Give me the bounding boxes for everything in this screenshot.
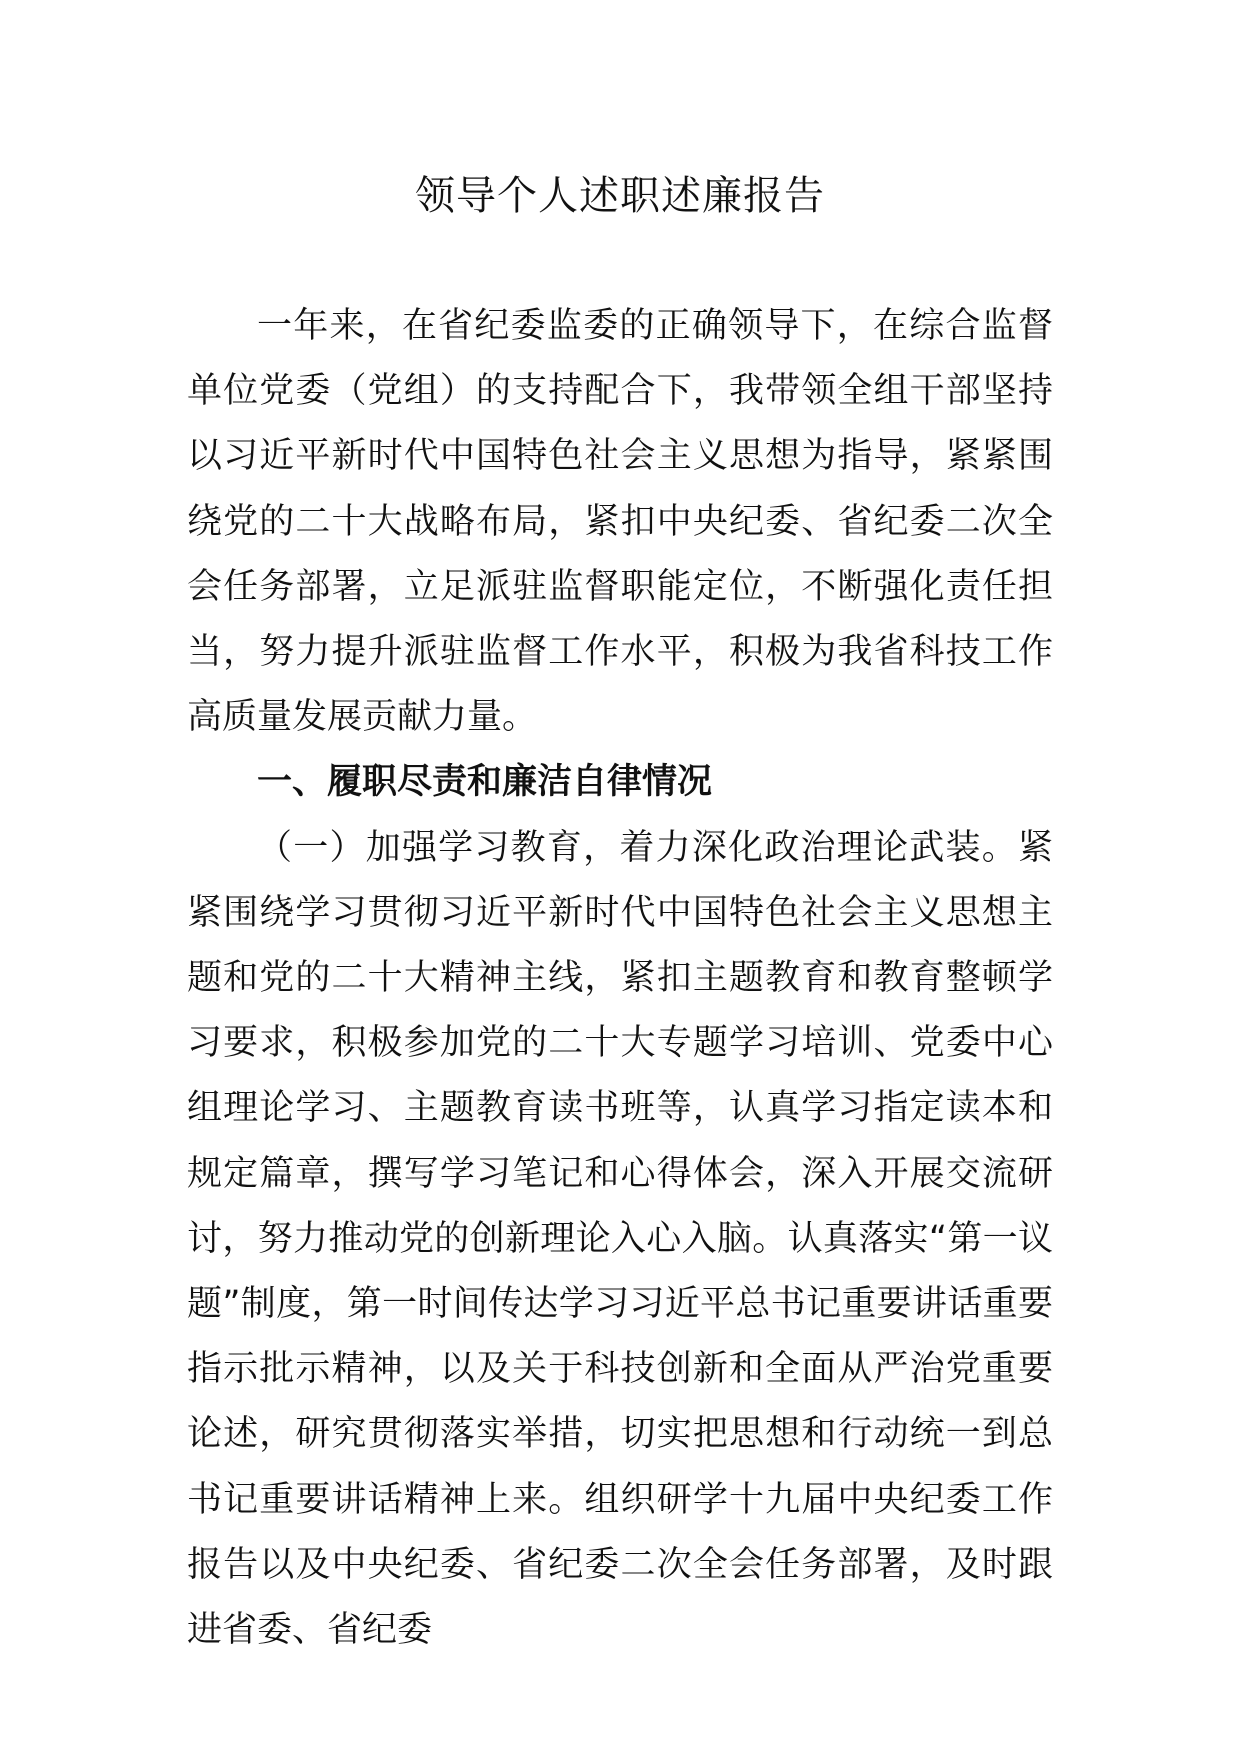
intro-paragraph: 一年来，在省纪委监委的正确领导下，在综合监督单位党委（党组）的支持配合下，我带领全组干部坚持以习近平新时代中国特色社会主义思想为指导，紧紧围绕党的二十大战略布局，紧扣中央纪委、省纪委二次全会任务部署，立足派驻监督职能定位，不断强化责任担当，努力提升派驻监督工作水平，积极为我省科技工作高质量发展贡献力量。 bbox=[187, 306, 1053, 738]
subsection-paragraph: （一）加强学习教育，着力深化政治理论武装。紧紧围绕学习贯彻习近平新时代中国特色社会主义思想主题和党的二十大精神主线，紧扣主题教育和教育整顿学习要求，积极参加党的二十大专题学习培训、党委中心组理论学习、主题教育读书班等，认真学习指定读本和规定篇章，撰写学习笔记和心得体会，深入开展交流研讨，努力推动党的创新理论入心入脑。认真落实“第一议题”制度，第一时间传达学习习近平总书记重要讲话重要指示批示精神，以及关于科技创新和全面从严治党重要论述，研究贯彻落实举措，切实把思想和行动统一到总书记重要讲话精神上来。组织研学十九届中央纪委工作报告以及中央纪委、省纪委二次全会任务部署，及时跟进省委、省纪委 bbox=[187, 827, 1053, 1651]
document-title: 领导个人述职述廉报告 bbox=[415, 173, 825, 219]
section-heading: 一、履职尽责和廉洁自律情况 bbox=[257, 762, 713, 803]
document-body bbox=[187, 294, 1053, 1663]
